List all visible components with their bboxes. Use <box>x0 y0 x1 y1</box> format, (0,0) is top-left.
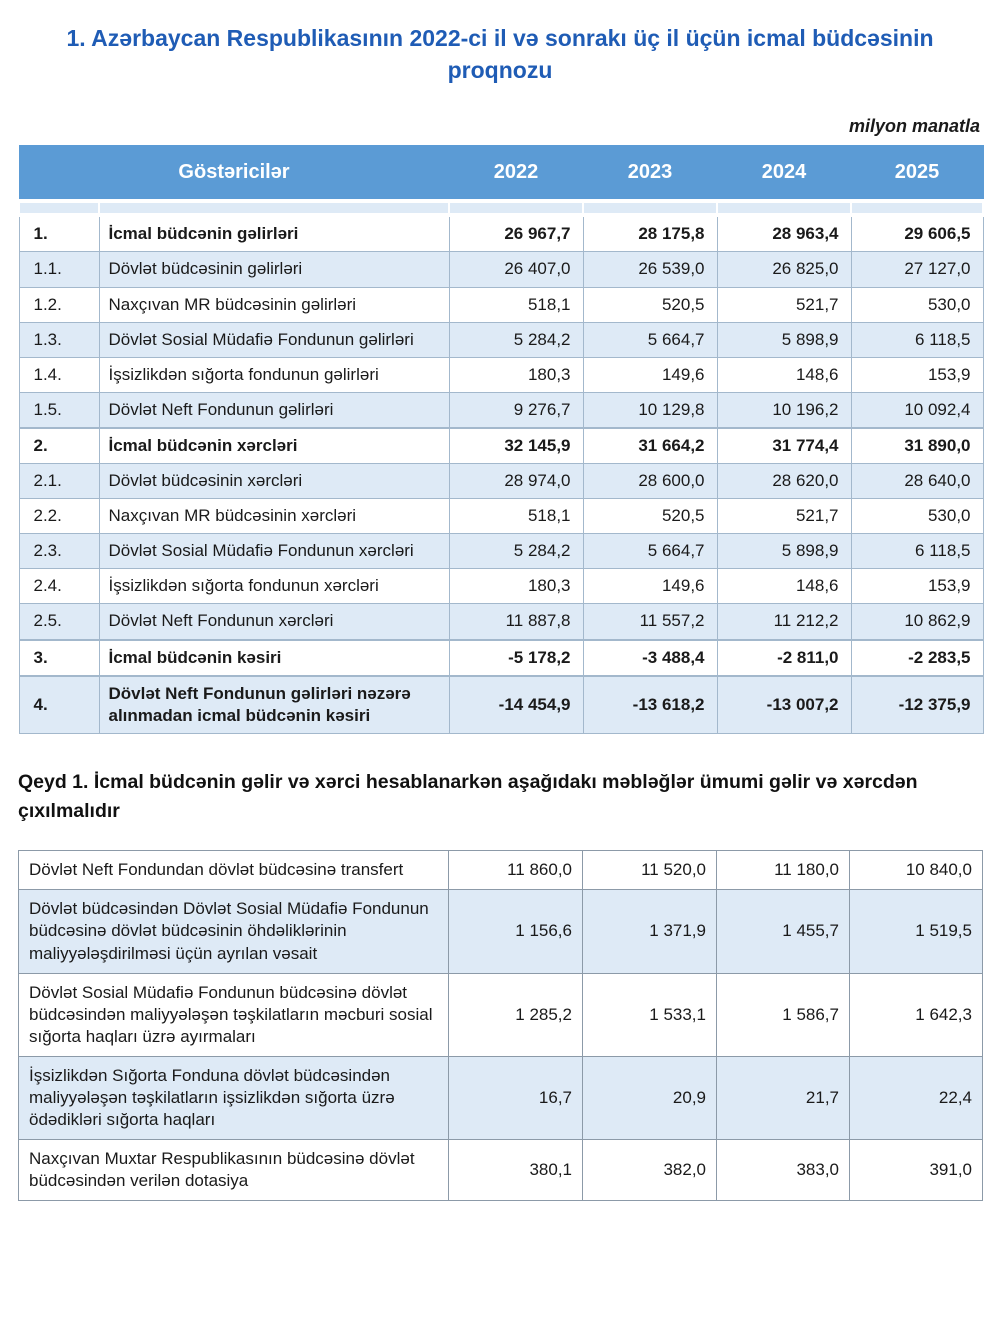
row-value: 10 862,9 <box>851 604 983 640</box>
row-value: 28 620,0 <box>717 464 851 499</box>
row-value: 5 898,9 <box>717 534 851 569</box>
row-value: 26 407,0 <box>449 252 583 287</box>
page-title: 1. Azərbaycan Respublikasının 2022-ci il və sonrakı üç il üçün icmal büdcəsinin proqnozu <box>66 25 934 84</box>
row-value: 1 371,9 <box>583 890 717 973</box>
row-value: 180,3 <box>449 569 583 604</box>
table-row <box>19 357 983 392</box>
row-number: 1.5. <box>19 392 99 428</box>
row-value: 9 276,7 <box>449 392 583 428</box>
header-year-2023: 2023 <box>583 146 717 202</box>
row-value: 31 774,4 <box>717 428 851 464</box>
table-row <box>19 322 983 357</box>
row-value: 11 557,2 <box>583 604 717 640</box>
row-value: 391,0 <box>850 1140 983 1201</box>
row-value: 26 539,0 <box>583 252 717 287</box>
row-value: 148,6 <box>717 357 851 392</box>
row-value: 382,0 <box>583 1140 717 1201</box>
row-value: 520,5 <box>583 499 717 534</box>
row-value: 1 642,3 <box>850 973 983 1056</box>
row-value: 149,6 <box>583 569 717 604</box>
row-value: 28 600,0 <box>583 464 717 499</box>
row-value: 26 967,7 <box>449 215 583 252</box>
row-value: 5 284,2 <box>449 534 583 569</box>
table-row <box>19 676 983 734</box>
table-row <box>19 973 983 1056</box>
row-value: 1 533,1 <box>583 973 717 1056</box>
row-value: -13 007,2 <box>717 676 851 734</box>
row-value: 11 212,2 <box>717 604 851 640</box>
table-row <box>19 890 983 973</box>
row-value: 1 519,5 <box>850 890 983 973</box>
row-number: 1.2. <box>19 287 99 322</box>
row-value: 28 640,0 <box>851 464 983 499</box>
spacer-body <box>19 201 983 215</box>
row-label: Dövlət büdcəsinin gəlirləri <box>99 252 449 287</box>
header-row <box>19 146 983 202</box>
row-number: 2. <box>19 428 99 464</box>
row-value: 1 455,7 <box>717 890 850 973</box>
budget-forecast-table <box>18 145 984 733</box>
row-value: 383,0 <box>717 1140 850 1201</box>
row-number: 1. <box>19 215 99 252</box>
table-row <box>19 392 983 428</box>
row-value: 10 196,2 <box>717 392 851 428</box>
table-row <box>19 640 983 676</box>
row-number: 1.4. <box>19 357 99 392</box>
row-value: 5 284,2 <box>449 322 583 357</box>
table-row <box>19 499 983 534</box>
row-value: 27 127,0 <box>851 252 983 287</box>
row-value: 10 840,0 <box>850 851 983 890</box>
row-value: 1 156,6 <box>449 890 583 973</box>
table-row <box>19 464 983 499</box>
table-body <box>19 851 983 1201</box>
header-year-2022: 2022 <box>449 146 583 202</box>
note-heading: Qeyd 1. İcmal büdcənin gəlir və xərci hesablanarkən aşağıdakı məbləğlər ümumi gəlir və xərcdən çıxılmalıdır <box>18 770 918 823</box>
header-indicators: Göstəricilər <box>19 146 449 202</box>
row-value: 153,9 <box>851 357 983 392</box>
header-year-2024: 2024 <box>717 146 851 202</box>
row-value: -2 811,0 <box>717 640 851 676</box>
table-body <box>19 215 983 733</box>
row-value: 22,4 <box>850 1056 983 1139</box>
row-value: 1 586,7 <box>717 973 850 1056</box>
row-value: 153,9 <box>851 569 983 604</box>
table-row <box>19 604 983 640</box>
row-value: 10 092,4 <box>851 392 983 428</box>
row-label: İşsizlikdən sığorta fondunun gəlirləri <box>99 357 449 392</box>
row-value: 28 963,4 <box>717 215 851 252</box>
row-number: 2.3. <box>19 534 99 569</box>
table-row <box>19 851 983 890</box>
row-label: Dövlət Neft Fondunun gəlirləri nəzərə alınmadan icmal büdcənin kəsiri <box>99 676 449 734</box>
row-label: Naxçıvan MR büdcəsinin xərcləri <box>99 499 449 534</box>
row-label: Dövlət Sosial Müdafiə Fondunun gəlirləri <box>99 322 449 357</box>
row-value: 5 664,7 <box>583 322 717 357</box>
row-value: 6 118,5 <box>851 322 983 357</box>
row-label: Naxçıvan Muxtar Respublikasının büdcəsinə dövlət büdcəsindən verilən dotasiya <box>19 1140 449 1201</box>
row-value: 149,6 <box>583 357 717 392</box>
row-value: 530,0 <box>851 287 983 322</box>
spacer-row <box>19 201 983 215</box>
table-header <box>19 146 983 202</box>
table-row <box>19 569 983 604</box>
table-row <box>19 287 983 322</box>
row-label: İcmal büdcənin kəsiri <box>99 640 449 676</box>
unit-note: milyon manatla <box>848 116 980 137</box>
row-label: İcmal büdcənin xərcləri <box>99 428 449 464</box>
row-value: 530,0 <box>851 499 983 534</box>
row-number: 3. <box>19 640 99 676</box>
row-label: Dövlət Sosial Müdafiə Fondunun xərcləri <box>99 534 449 569</box>
row-number: 2.2. <box>19 499 99 534</box>
row-value: 11 520,0 <box>583 851 717 890</box>
table-row <box>19 534 983 569</box>
row-value: 20,9 <box>583 1056 717 1139</box>
row-value: 5 664,7 <box>583 534 717 569</box>
row-value: 5 898,9 <box>717 322 851 357</box>
row-value: 11 887,8 <box>449 604 583 640</box>
row-label: Dövlət Neft Fondunun gəlirləri <box>99 392 449 428</box>
row-value: 16,7 <box>449 1056 583 1139</box>
row-value: 28 974,0 <box>449 464 583 499</box>
row-value: 31 890,0 <box>851 428 983 464</box>
row-value: 32 145,9 <box>449 428 583 464</box>
row-label: Dövlət büdcəsinin xərcləri <box>99 464 449 499</box>
row-value: 1 285,2 <box>449 973 583 1056</box>
row-value: 518,1 <box>449 499 583 534</box>
row-value: -13 618,2 <box>583 676 717 734</box>
exclusions-table <box>18 850 983 1201</box>
row-number: 1.1. <box>19 252 99 287</box>
row-label: Dövlət büdcəsindən Dövlət Sosial Müdafiə Fondunun büdcəsinə dövlət büdcəsinin öhdəliklərinin maliyyələşdirilməsi üçün ayrılan vəsait <box>19 890 449 973</box>
row-value: 26 825,0 <box>717 252 851 287</box>
table-row <box>19 215 983 252</box>
row-value: 29 606,5 <box>851 215 983 252</box>
row-label: Dövlət Sosial Müdafiə Fondunun büdcəsinə dövlət büdcəsindən maliyyələşən təşkilatların məcburi sosial sığorta haqları üzrə ayırmaları <box>19 973 449 1056</box>
row-value: 11 860,0 <box>449 851 583 890</box>
row-value: 180,3 <box>449 357 583 392</box>
row-value: 21,7 <box>717 1056 850 1139</box>
row-label: Dövlət Neft Fondunun xərcləri <box>99 604 449 640</box>
table-row <box>19 1056 983 1139</box>
row-label: İşsizlikdən sığorta fondunun xərcləri <box>99 569 449 604</box>
row-value: 380,1 <box>449 1140 583 1201</box>
row-label: İcmal büdcənin gəlirləri <box>99 215 449 252</box>
row-value: 521,7 <box>717 287 851 322</box>
row-number: 1.3. <box>19 322 99 357</box>
row-value: 6 118,5 <box>851 534 983 569</box>
row-value: 11 180,0 <box>717 851 850 890</box>
row-value: 520,5 <box>583 287 717 322</box>
row-number: 2.5. <box>19 604 99 640</box>
row-number: 4. <box>19 676 99 734</box>
header-year-2025: 2025 <box>851 146 983 202</box>
row-value: -2 283,5 <box>851 640 983 676</box>
row-value: -3 488,4 <box>583 640 717 676</box>
row-value: 148,6 <box>717 569 851 604</box>
row-label: Naxçıvan MR büdcəsinin gəlirləri <box>99 287 449 322</box>
row-value: -5 178,2 <box>449 640 583 676</box>
table-row <box>19 428 983 464</box>
row-number: 2.1. <box>19 464 99 499</box>
row-value: 28 175,8 <box>583 215 717 252</box>
table-row <box>19 1140 983 1201</box>
row-value: 518,1 <box>449 287 583 322</box>
row-number: 2.4. <box>19 569 99 604</box>
row-value: -14 454,9 <box>449 676 583 734</box>
table-row <box>19 252 983 287</box>
row-label: İşsizlikdən Sığorta Fonduna dövlət büdcəsindən maliyyələşən təşkilatların işsizlikdən sığorta üzrə ödədikləri sığorta haqları <box>19 1056 449 1139</box>
row-value: 521,7 <box>717 499 851 534</box>
row-value: 10 129,8 <box>583 392 717 428</box>
row-value: 31 664,2 <box>583 428 717 464</box>
row-label: Dövlət Neft Fondundan dövlət büdcəsinə transfert <box>19 851 449 890</box>
row-value: -12 375,9 <box>851 676 983 734</box>
